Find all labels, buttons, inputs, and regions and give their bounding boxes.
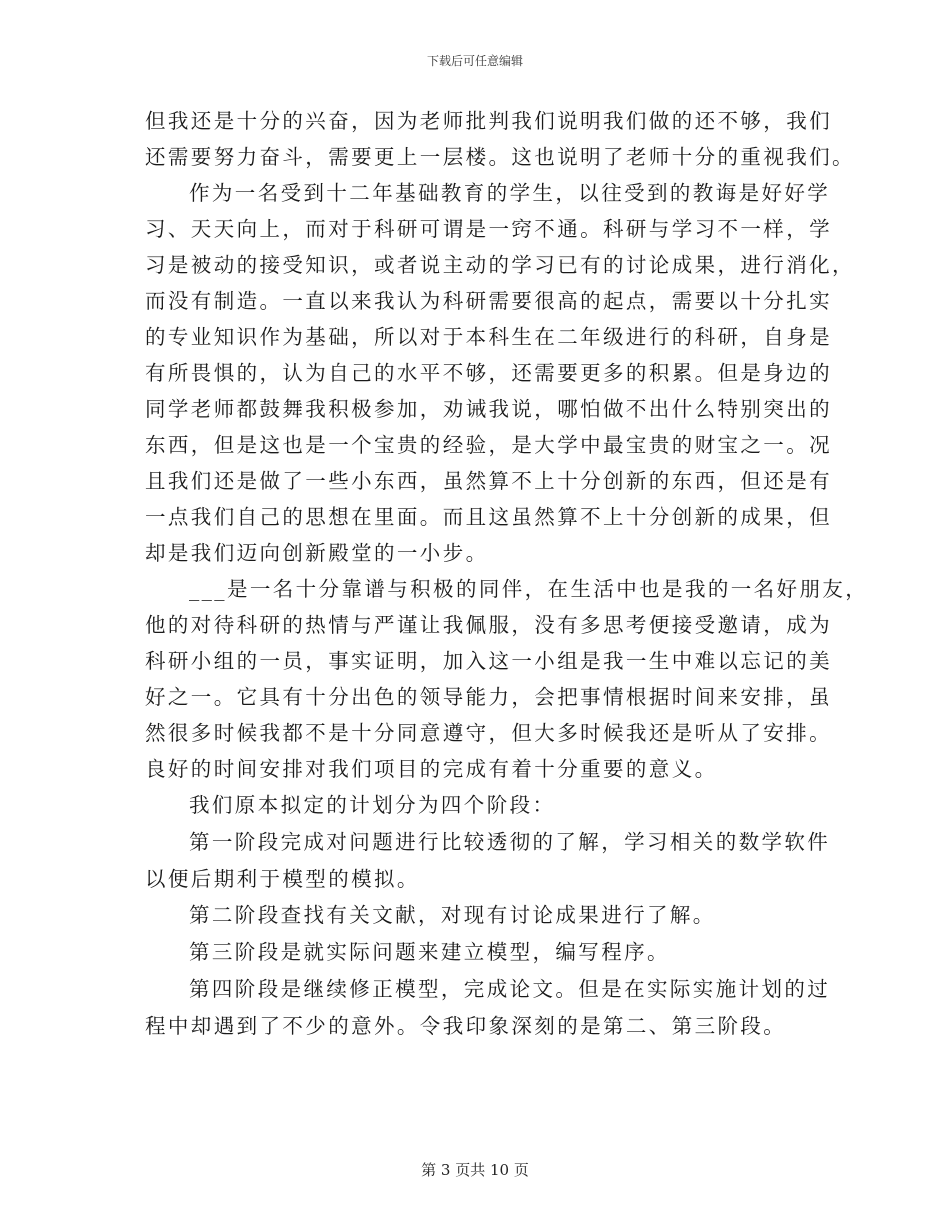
text-line: 却是我们迈向创新殿堂的一小步。 [145,541,489,565]
text-line: 的专业知识作为基础，所以对于本科生在二年级进行的科研，自身是 [145,325,832,349]
paragraph-start-line: 第二阶段查找有关文献，对现有讨论成果进行了解。 [189,903,716,927]
paragraph-start-line: 第四阶段是继续修正模型，完成论文。但是在实际实施计划的过 [189,977,831,1001]
text-line: 习、天天向上，而对于科研可谓是一窍不通。科研与学习不一样，学 [145,217,832,241]
text-line: 一点我们自己的思想在里面。而且这虽然算不上十分创新的成果，但 [145,505,832,529]
text-line: 良好的时间安排对我们项目的完成有着十分重要的意义。 [145,757,718,781]
paragraph-start-line: 作为一名受到十二年基础教育的学生，以往受到的教诲是好好学 [189,181,831,205]
text-line: 他的对待科研的热情与严谨让我佩服，没有多思考便接受邀请，成为 [145,613,832,637]
text-line: 东西，但是这也是一个宝贵的经验，是大学中最宝贵的财宝之一。况 [145,433,832,457]
text-line: 好之一。它具有十分出色的领导能力，会把事情根据时间来安排，虽 [145,685,832,709]
text-line: 以便后期利于模型的模拟。 [145,867,420,891]
text-line: 且我们还是做了一些小东西，虽然算不上十分创新的东西，但还是有 [145,469,832,493]
text-line: 而没有制造。一直以来我认为科研需要很高的起点，需要以十分扎实 [145,289,832,313]
text-line: 但我还是十分的兴奋，因为老师批判我们说明我们做的还不够，我们 [145,109,832,133]
text-line: 程中却遇到了不少的意外。令我印象深刻的是第二、第三阶段。 [145,1014,787,1038]
page-header: 下载后可任意编辑 [426,54,523,68]
text-line: 习是被动的接受知识，或者说主动的学习已有的讨论成果，进行消化， [145,253,855,277]
text-line: 同学老师都鼓舞我积极参加，劝诫我说，哪怕做不出什么特别突出的 [145,397,832,421]
paragraph-start-line: 第一阶段完成对问题进行比较透彻的了解，学习相关的数学软件 [189,830,831,854]
paragraph-start-line: 我们原本拟定的计划分为四个阶段： [189,793,556,817]
document-body [145,103,869,1044]
text-line: 有所畏惧的，认为自己的水平不够，还需要更多的积累。但是身边的 [145,361,832,385]
text-line: 还需要努力奋斗，需要更上一层楼。这也说明了老师十分的重视我们。 [145,145,855,169]
paragraph-start-line: ___是一名十分靠谱与积极的同伴，在生活中也是我的一名好朋友， [189,577,869,601]
page-footer: 第 3 页共 10 页 [421,1161,529,1179]
text-line: 科研小组的一员，事实证明，加入这一小组是我一生中难以忘记的美 [145,649,832,673]
paragraph-start-line: 第三阶段是就实际问题来建立模型，编写程序。 [189,940,670,964]
text-line: 然很多时候我都不是十分同意遵守，但大多时候我还是听从了安排。 [145,721,832,745]
